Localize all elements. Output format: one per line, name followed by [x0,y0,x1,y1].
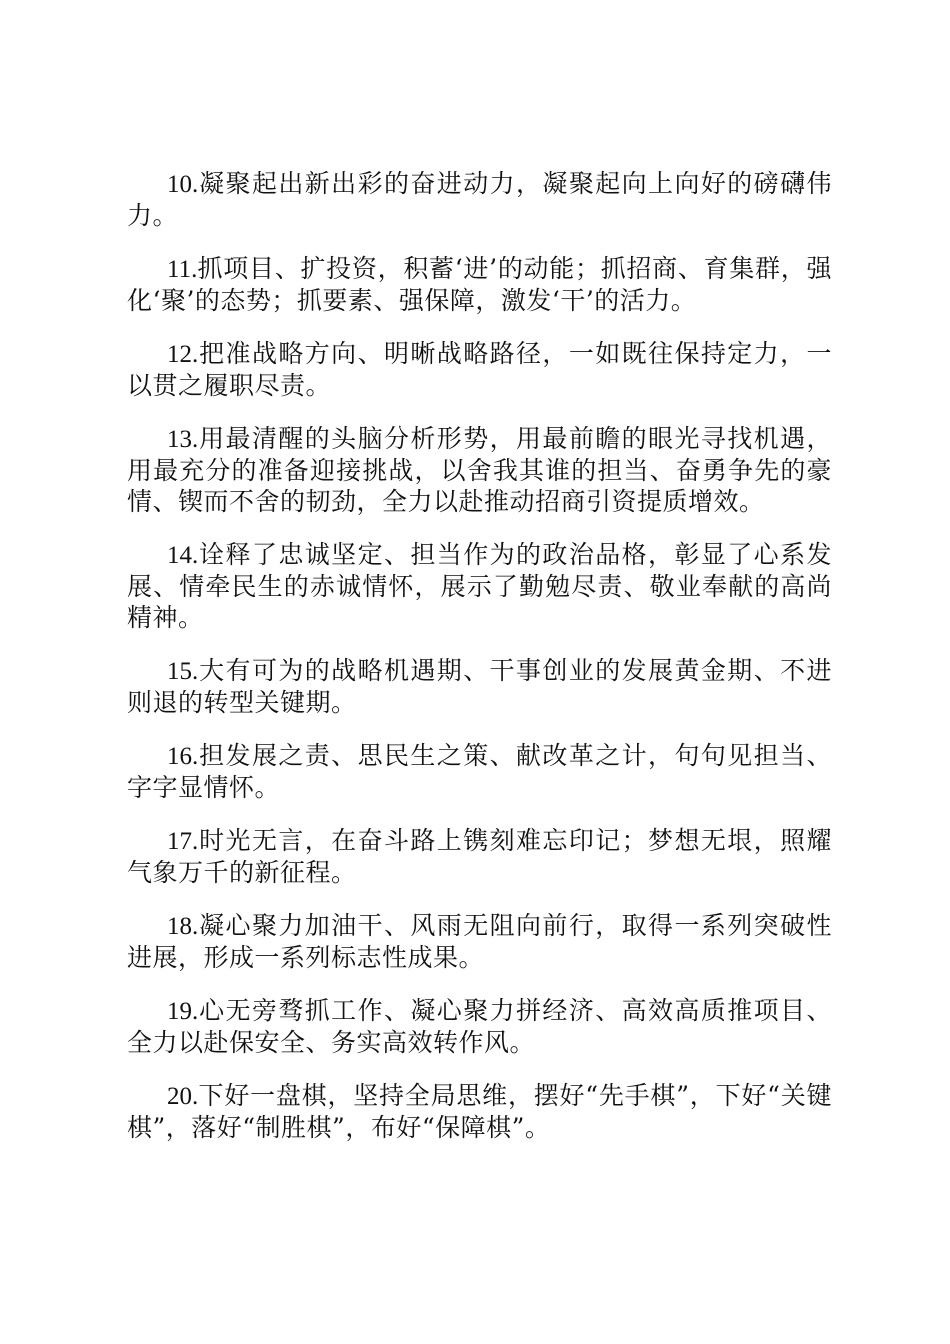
item-number: 11. [167,256,198,283]
item-number: 17. [167,828,199,855]
paragraph-11 [127,253,832,316]
item-text: 诠释了忠诚坚定、担当作为的政治品格，彰显了心系发展、情牵民生的赤诚情怀，展示了勤勉尽责、敬业奉献的高尚精神。 [127,540,832,632]
item-text: 大有可为的战略机遇期、干事创业的发展黄金期、不进则退的转型关键期。 [127,656,832,717]
paragraph-16 [127,740,832,803]
paragraph-18 [127,910,832,973]
paragraph-17 [127,825,832,888]
item-text: 心无旁骛抓工作、凝心聚力拼经济、高效高质推项目、全力以赴保安全、务实高效转作风。 [127,996,832,1057]
item-number: 13. [167,426,199,453]
paragraph-20 [127,1080,832,1143]
item-number: 20. [167,1083,199,1110]
item-number: 12. [167,341,199,368]
paragraph-13 [127,423,832,517]
item-text: 凝聚起出新出彩的奋进动力，凝聚起向上向好的磅礴伟力。 [127,169,832,230]
item-number: 19. [167,998,199,1025]
item-text: 把准战略方向、明晰战略路径，一如既往保持定力，一以贯之履职尽责。 [127,339,832,400]
paragraph-15 [127,655,832,718]
paragraph-14 [127,539,832,633]
item-number: 10. [167,171,199,198]
paragraph-19 [127,995,832,1058]
item-text: 凝心聚力加油干、风雨无阻向前行，取得一系列突破性进展，形成一系列标志性成果。 [127,911,832,972]
paragraph-10 [127,168,832,231]
item-text: 下好一盘棋，坚持全局思维，摆好“先手棋”，下好“关键棋”，落好“制胜棋”，布好“保障棋”。 [127,1081,832,1142]
item-text: 抓项目、扩投资，积蓄‘进’的动能；抓招商、育集群，强化‘聚’的态势；抓要素、强保障，激发‘干’的活力。 [127,254,832,315]
item-number: 16. [167,743,199,770]
item-text: 担发展之责、思民生之策、献改革之计，句句见担当、字字显情怀。 [127,741,832,802]
paragraph-12 [127,338,832,401]
item-number: 18. [167,913,199,940]
document-body [127,168,832,1165]
item-text: 用最清醒的头脑分析形势，用最前瞻的眼光寻找机遇，用最充分的准备迎接挑战，以舍我其谁的担当、奋勇争先的豪情、锲而不舍的韧劲，全力以赴推动招商引资提质增效。 [127,424,832,516]
item-number: 14. [167,542,199,569]
item-text: 时光无言，在奋斗路上镌刻难忘印记；梦想无垠，照耀气象万千的新征程。 [127,826,832,887]
item-number: 15. [167,658,199,685]
